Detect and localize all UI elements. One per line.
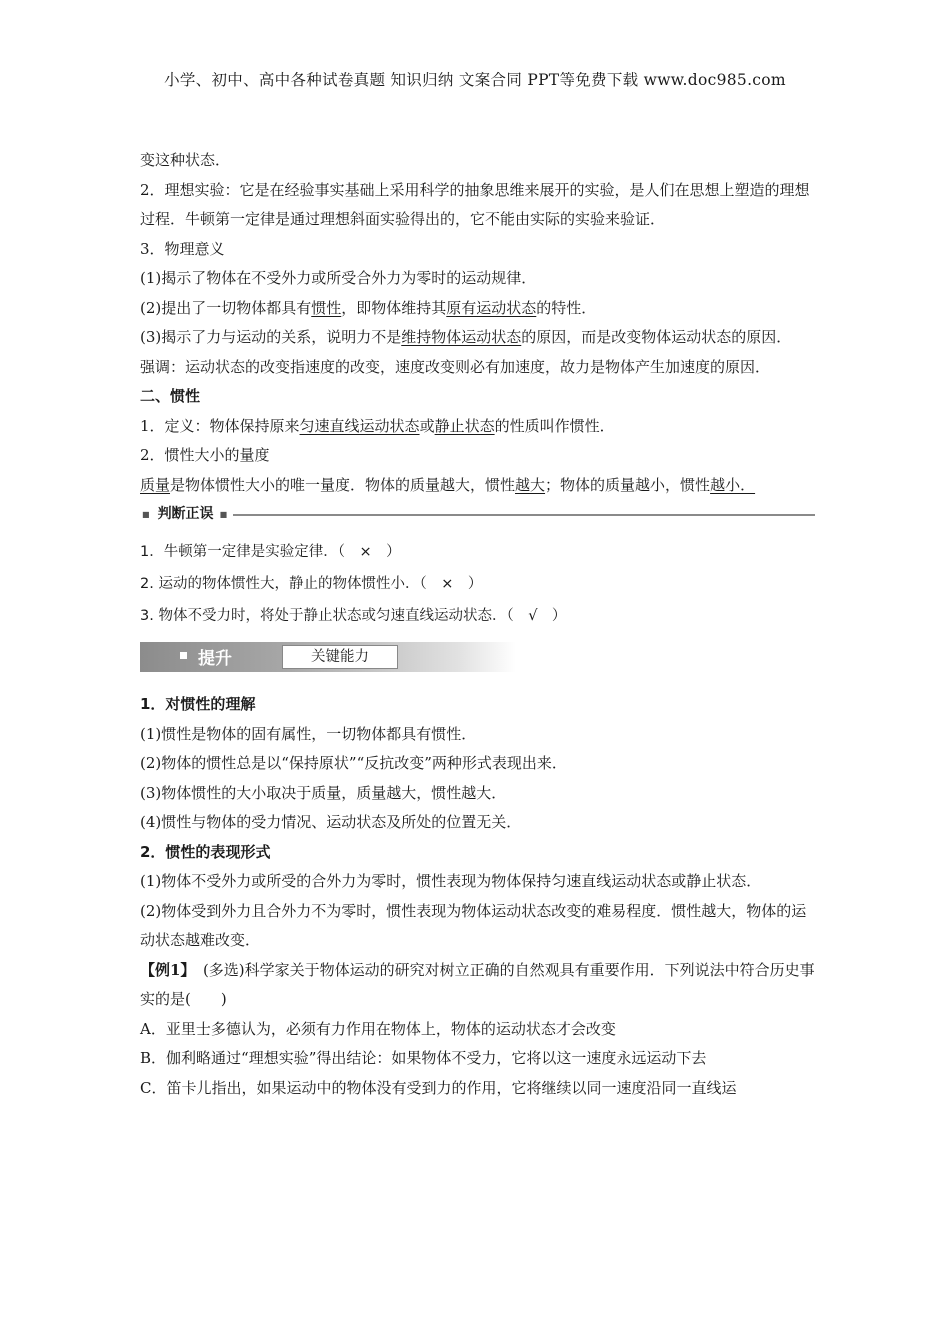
inertia-measure-paragraph xyxy=(140,471,815,501)
square-mark-icon xyxy=(180,652,187,659)
physical-meaning-title: 3．物理意义 xyxy=(140,239,225,258)
forms-item: (1)物体不受外力或所受的合外力为零时，惯性表现为物体保持匀速直线运动状态或静止状态． xyxy=(140,872,762,890)
underlined-term: 静止状态 xyxy=(434,416,495,435)
understanding-item: (2)物体的惯性总是以“保持原状”“反抗改变”两种形式表现出来． xyxy=(140,754,567,772)
example-question xyxy=(140,956,815,1015)
upgrade-banner-title: 提升 xyxy=(198,649,232,669)
text-segment: ，即物体维持其 xyxy=(341,298,447,317)
understanding-item: (1)惯性是物体的固有属性，一切物体都具有惯性． xyxy=(140,724,477,743)
judge-item: 3. 物体不受力时，将处于静止状态或匀速直线运动状态．（ √ ） xyxy=(140,608,567,624)
judge-item: 1．牛顿第一定律是实验定律．（ × ） xyxy=(140,544,401,560)
text-segment: 的特性． xyxy=(536,298,597,317)
understanding-title: 1．对惯性的理解 xyxy=(140,695,256,713)
underlined-term: 匀速直线运动状态 xyxy=(299,416,420,435)
example-stem: (多选)科学家关于物体运动的研究对树立正确的自然观具有重要作用．下列说法中符合历史事实的是( ) xyxy=(140,960,815,1008)
text-segment: 的原因，而是改变物体运动状态的原因． xyxy=(521,328,792,346)
inertia-measure-title: 2．惯性大小的量度 xyxy=(140,446,270,464)
example-option-b: B．伽利略通过“理想实验”得出结论：如果物体不受力，它将以这一速度永远运动下去 xyxy=(140,1049,707,1067)
text-segment: (2)提出了一切物体都具有 xyxy=(140,298,312,317)
forms-item: (2)物体受到外力且合外力不为零时，惯性表现为物体运动状态改变的难易程度．惯性越大，物体的运动状态越难改变． xyxy=(140,901,807,949)
site-header: 小学、初中、高中各种试卷真题 知识归纳 文案合同 PPT等免费下载 www.doc985.com xyxy=(164,71,786,89)
underlined-term: 越小． xyxy=(710,475,756,494)
judge-item: 2. 运动的物体惯性大，静止的物体惯性小．（ × ） xyxy=(140,576,483,592)
divider-line xyxy=(233,514,815,516)
understanding-item: (3)物体惯性的大小取决于质量，质量越大，惯性越大． xyxy=(140,783,507,802)
emphasis-paragraph: 强调：运动状态的改变指速度的改变，速度改变则必有加速度，故力是物体产生加速度的原因． xyxy=(140,357,771,376)
judge-banner-title: 判断正误 xyxy=(157,506,214,523)
square-bullet-icon: ■ xyxy=(142,510,150,520)
upgrade-banner-subtitle: 关键能力 xyxy=(282,645,398,669)
square-bullet-icon: ■ xyxy=(219,510,228,520)
text-segment: 或 xyxy=(419,416,435,435)
underlined-term: 质量 xyxy=(140,475,171,494)
forms-title: 2．惯性的表现形式 xyxy=(140,842,271,861)
underlined-term: 越大 xyxy=(515,475,546,494)
inertia-section-title: 二、惯性 xyxy=(140,387,201,405)
example-label: 【例1】 xyxy=(140,960,188,979)
understanding-item: (4)惯性与物体的受力情况、运动状态及所处的位置无关． xyxy=(140,813,522,831)
upgrade-banner xyxy=(140,642,516,672)
inertia-definition xyxy=(140,412,815,442)
judge-list xyxy=(140,536,815,632)
paragraph-continuation: 变这种状态． xyxy=(140,151,231,169)
meaning-item-2 xyxy=(140,294,815,324)
text-segment: 1．定义：物体保持原来 xyxy=(140,416,300,435)
page-content xyxy=(140,146,815,1103)
ideal-experiment-paragraph: 2．理想实验：它是在经验事实基础上采用科学的抽象思维来展开的实验，是人们在思想上塑造的理想过程．牛顿第一定律是通过理想斜面实验得出的，它不能由实际的实验来验证． xyxy=(140,180,810,228)
underlined-term: 原有运动状态 xyxy=(446,298,537,317)
example-option-a: A．亚里士多德认为，必须有力作用在物体上，物体的运动状态才会改变 xyxy=(140,1019,616,1038)
text-segment: (3)揭示了力与运动的关系，说明力不是 xyxy=(140,328,402,346)
underlined-term: 惯性 xyxy=(311,298,342,317)
meaning-item-3 xyxy=(140,323,815,353)
judge-banner xyxy=(140,502,815,528)
meaning-item-1: (1)揭示了物体在不受外力或所受合外力为零时的运动规律． xyxy=(140,269,537,287)
underlined-term: 维持物体运动状态 xyxy=(401,328,522,346)
example-option-c: C．笛卡儿指出，如果运动中的物体没有受到力的作用，它将继续以同一速度沿同一直线运 xyxy=(140,1078,737,1097)
text-segment: 是物体惯性大小的唯一量度．物体的质量越大，惯性 xyxy=(170,475,516,494)
text-segment: ；物体的质量越小，惯性 xyxy=(545,475,711,494)
text-segment: 的性质叫作惯性． xyxy=(494,416,615,435)
